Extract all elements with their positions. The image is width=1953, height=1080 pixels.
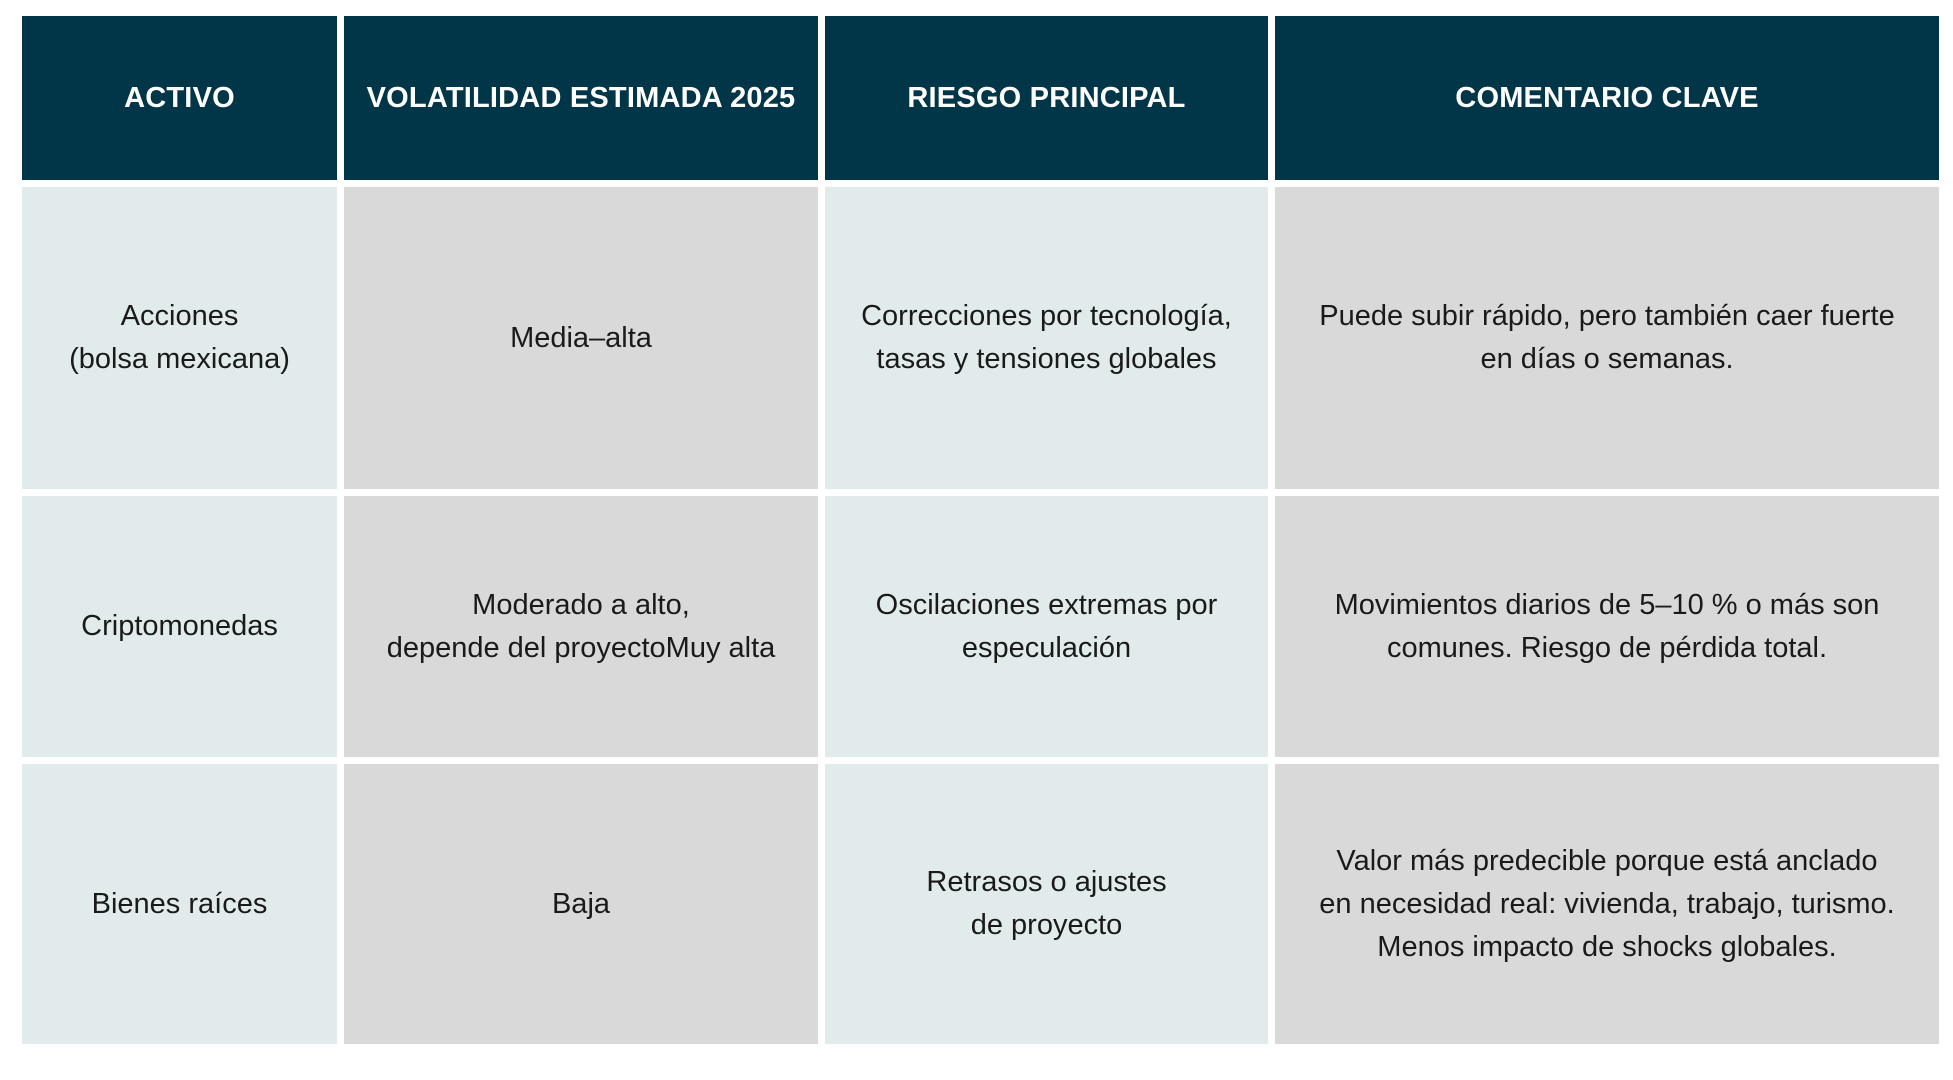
cell-volatilidad-acciones bbox=[344, 187, 818, 489]
cell-text: Media–alta bbox=[510, 321, 652, 354]
cell-riesgo-acciones bbox=[825, 187, 1268, 489]
cell-volatilidad-cripto bbox=[344, 496, 818, 757]
cell-text: Acciones (bolsa mexicana) bbox=[69, 300, 290, 375]
cell-text: Valor más predecible porque está anclado en necesidad real: vivienda, trabajo, turismo. Menos impacto de shocks globales. bbox=[1319, 844, 1895, 963]
cell-riesgo-cripto bbox=[825, 496, 1268, 757]
cell-text: Baja bbox=[551, 887, 611, 920]
cell-riesgo-bienes bbox=[825, 764, 1268, 1044]
cell-comentario-bienes bbox=[1275, 764, 1939, 1044]
cell-text: Correcciones por tecnología, tasas y tensiones globales bbox=[861, 300, 1232, 375]
cell-text: Criptomonedas bbox=[81, 610, 278, 642]
cell-text: Movimientos diarios de 5–10 % o más son comunes. Riesgo de pérdida total. bbox=[1334, 588, 1880, 664]
cell-comentario-cripto bbox=[1275, 496, 1939, 757]
cell-text: Puede subir rápido, pero también caer fuerte en días o semanas. bbox=[1319, 300, 1895, 375]
cell-text: Retrasos o ajustes de proyecto bbox=[926, 866, 1167, 941]
cell-activo-bienes bbox=[22, 764, 337, 1044]
cell-volatilidad-bienes bbox=[344, 764, 818, 1044]
cell-comentario-acciones bbox=[1275, 187, 1939, 489]
header-riesgo: RIESGO PRINCIPAL bbox=[825, 16, 1268, 180]
header-volatilidad: VOLATILIDAD ESTIMADA 2025 bbox=[344, 16, 818, 180]
cell-text: Bienes raíces bbox=[91, 887, 268, 920]
header-comentario: COMENTARIO CLAVE bbox=[1275, 16, 1939, 180]
cell-activo-cripto bbox=[22, 496, 337, 757]
header-activo: ACTIVO bbox=[22, 16, 337, 180]
cell-activo-acciones bbox=[22, 187, 337, 489]
cell-text: Oscilaciones extremas por especulación bbox=[875, 588, 1218, 664]
comparison-table bbox=[22, 16, 1940, 1044]
cell-text: Moderado a alto, depende del proyectoMuy alta bbox=[386, 588, 776, 664]
